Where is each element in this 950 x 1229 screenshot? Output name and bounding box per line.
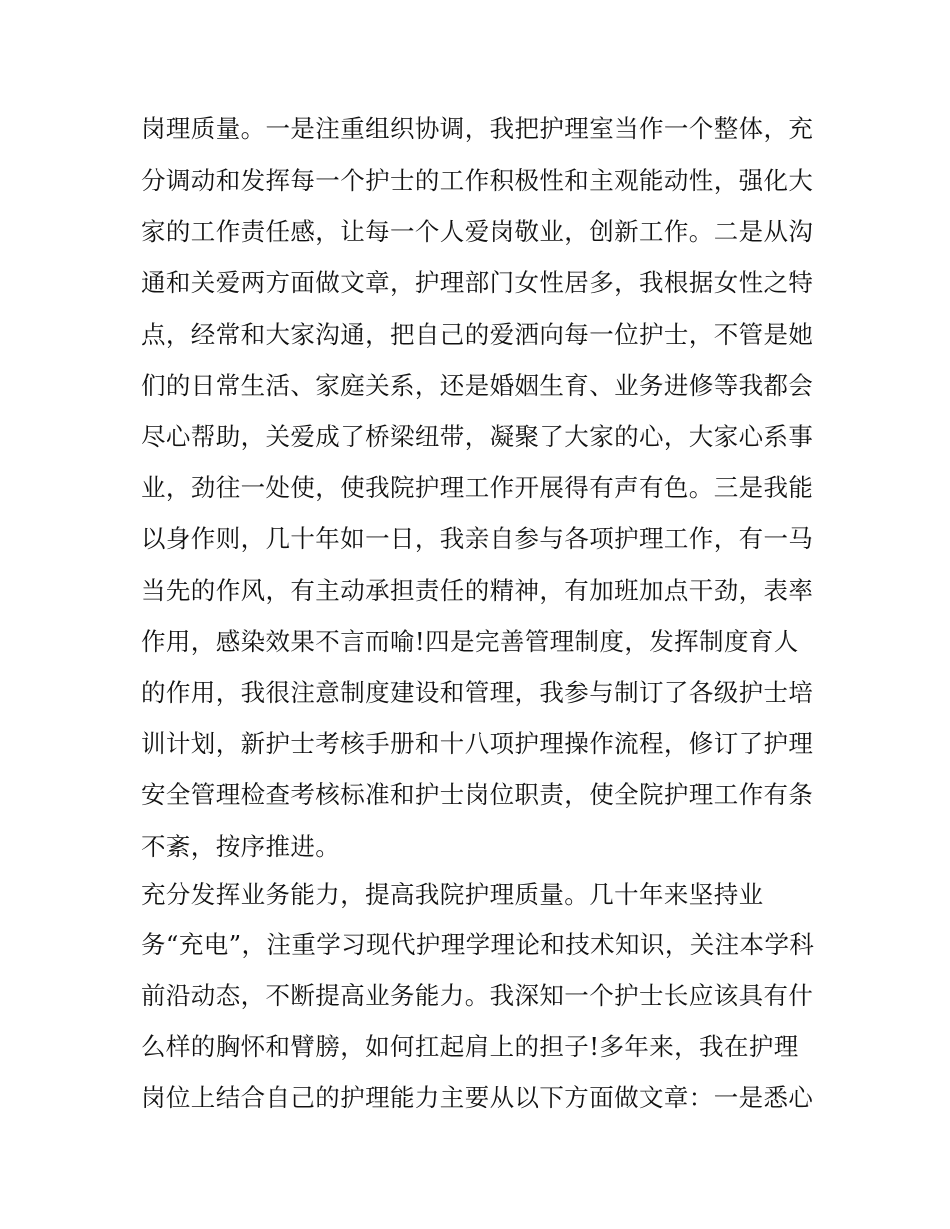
text-line: 前沿动态，不断提高业务能力。我深知一个护士长应该具有什	[141, 981, 814, 1010]
text-line: 训计划，新护士考核手册和十八项护理操作流程，修订了护理	[141, 729, 814, 758]
text-line: 安全管理检查考核标准和护士岗位职责，使全院护理工作有条	[141, 780, 814, 809]
text-line: 家的工作责任感，让每一个人爱岗敬业，创新工作。二是从沟	[141, 217, 814, 246]
text-line: 的作用，我很注意制度建设和管理，我参与制订了各级护士培	[141, 678, 814, 707]
text-line: 充分发挥业务能力，提高我院护理质量。几十年来坚持业	[141, 880, 764, 909]
text-line: 业，劲往一处使，使我院护理工作开展得有声有色。三是我能	[141, 473, 814, 502]
text-line: 点，经常和大家沟通，把自己的爱洒向每一位护士，不管是她	[141, 320, 814, 349]
text-line: 不紊，按序推进。	[141, 832, 341, 861]
text-line: 以身作则，几十年如一日，我亲自参与各项护理工作，有一马	[141, 524, 814, 553]
text-line: 当先的作风，有主动承担责任的精神，有加班加点干劲，表率	[141, 576, 814, 605]
text-line: 作用，感染效果不言而喻!四是完善管理制度，发挥制度育人	[141, 627, 799, 656]
text-line: 们的日常生活、家庭关系，还是婚姻生育、业务进修等我都会	[141, 371, 814, 400]
text-line: 岗位上结合自己的护理能力主要从以下方面做文章：一是悉心	[141, 1083, 814, 1112]
text-line: 分调动和发挥每一个护士的工作积极性和主观能动性，强化大	[141, 166, 814, 195]
text-line: 通和关爱两方面做文章，护理部门女性居多，我根据女性之特	[141, 268, 814, 297]
text-line: 务“充电”，注重学习现代护理学理论和技术知识，关注本学科	[141, 930, 815, 959]
text-line: 尽心帮助，关爱成了桥梁纽带，凝聚了大家的心，大家心系事	[141, 422, 814, 451]
text-line: 么样的胸怀和臂膀，如何扛起肩上的担子!多年来，我在护理	[141, 1032, 799, 1061]
text-line: 岗理质量。一是注重组织协调，我把护理室当作一个整体，充	[141, 114, 814, 143]
